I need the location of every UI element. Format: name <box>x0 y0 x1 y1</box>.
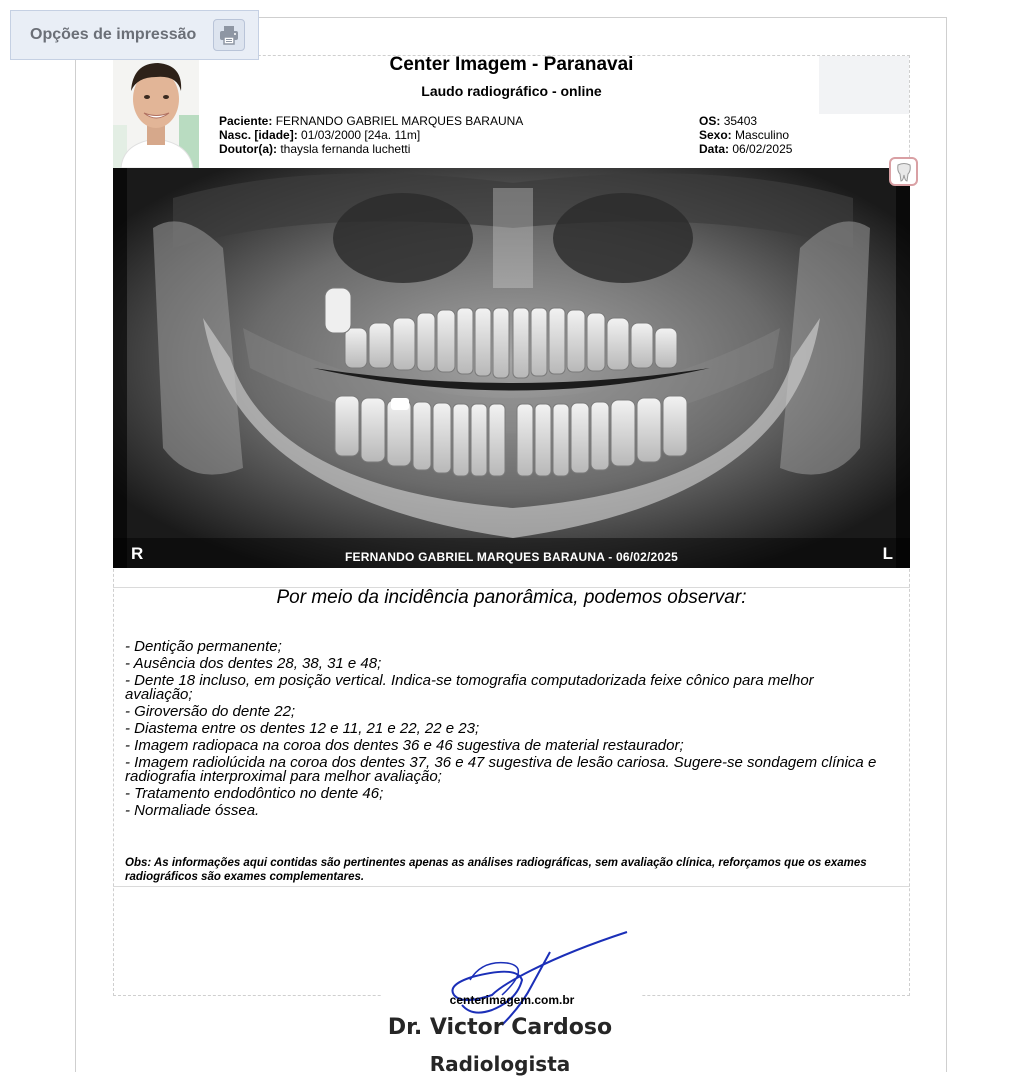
finding-item: - Diastema entre os dentes 12 e 11, 21 e 22, 22 e 23; <box>125 720 480 737</box>
findings-bottom-divider <box>113 886 910 887</box>
report-subtitle: Laudo radiográfico - online <box>421 83 602 99</box>
print-button[interactable] <box>213 19 245 51</box>
date-row <box>699 142 792 156</box>
finding-item: - Imagem radiopaca na coroa dos dentes 36 e 46 sugestiva de material restaurador; <box>125 737 684 754</box>
finding-item: - Normaliade óssea. <box>125 802 260 819</box>
sex-row <box>699 128 789 142</box>
observation-note: Obs: As informações aqui contidas são pertinentes apenas as análises radiográficas, sem avaliação clínica, reforçamos que os exames radiográficos são exames complementares. <box>125 857 867 883</box>
patient-birth: 01/03/2000 [24a. 11m] <box>301 128 421 142</box>
os-value: 35403 <box>723 114 758 128</box>
patient-doctor: thaysla fernanda luchetti <box>280 142 411 156</box>
xray-right-marker: R <box>131 544 144 563</box>
finding-item: - Ausência dos dentes 28, 38, 31 e 48; <box>125 655 382 672</box>
patient-doctor-label: Doutor(a): <box>219 142 277 156</box>
print-options-label[interactable]: Opções de impressão <box>30 26 197 43</box>
panoramic-xray[interactable] <box>113 168 910 568</box>
xray-caption: FERNANDO GABRIEL MARQUES BARAUNA - 06/02/2025 <box>344 550 679 564</box>
os-label: OS: <box>699 114 721 128</box>
patient-birth-label: Nasc. [idade]: <box>219 128 298 142</box>
patient-name: FERNANDO GABRIEL MARQUES BARAUNA <box>275 114 524 128</box>
finding-item: - Tratamento endodôntico no dente 46; <box>125 785 384 802</box>
sex-value: Masculino <box>735 128 790 142</box>
clinic-website: centerimagem.com.br <box>449 993 575 1007</box>
patient-doctor-row <box>219 142 410 156</box>
tooth-view-button[interactable] <box>889 157 918 186</box>
os-row <box>699 114 757 128</box>
findings-list <box>125 640 885 821</box>
xray-left-marker: L <box>882 544 893 563</box>
date-value: 06/02/2025 <box>732 142 793 156</box>
doctor-role: Radiologista <box>429 1052 571 1076</box>
finding-item: - Dente 18 incluso, em posição vertical. Indica-se tomografia computadorizada feixe cônico para melhor avaliação; <box>125 672 814 703</box>
sex-label: Sexo: <box>699 128 732 142</box>
clinic-title: Center Imagem - Paranavai <box>389 54 634 75</box>
print-options-panel[interactable] <box>10 10 259 60</box>
date-label: Data: <box>699 142 730 156</box>
findings-title: Por meio da incidência panorâmica, podemos observar: <box>276 587 747 608</box>
tooth-icon <box>896 162 912 182</box>
finding-item: - Imagem radiolúcida na coroa dos dentes 37, 36 e 47 sugestiva de lesão cariosa. Sugere-se sondagem clínica e radiografia interproximal para melhor avaliação; <box>125 754 877 785</box>
patient-birth-row <box>219 128 420 142</box>
patient-name-row <box>219 114 523 128</box>
finding-item: - Dentição permanente; <box>125 638 282 655</box>
finding-item: - Giroversão do dente 22; <box>125 703 296 720</box>
patient-name-label: Paciente: <box>219 114 273 128</box>
doctor-name: Dr. Victor Cardoso <box>387 1015 613 1040</box>
printer-icon <box>218 24 240 46</box>
